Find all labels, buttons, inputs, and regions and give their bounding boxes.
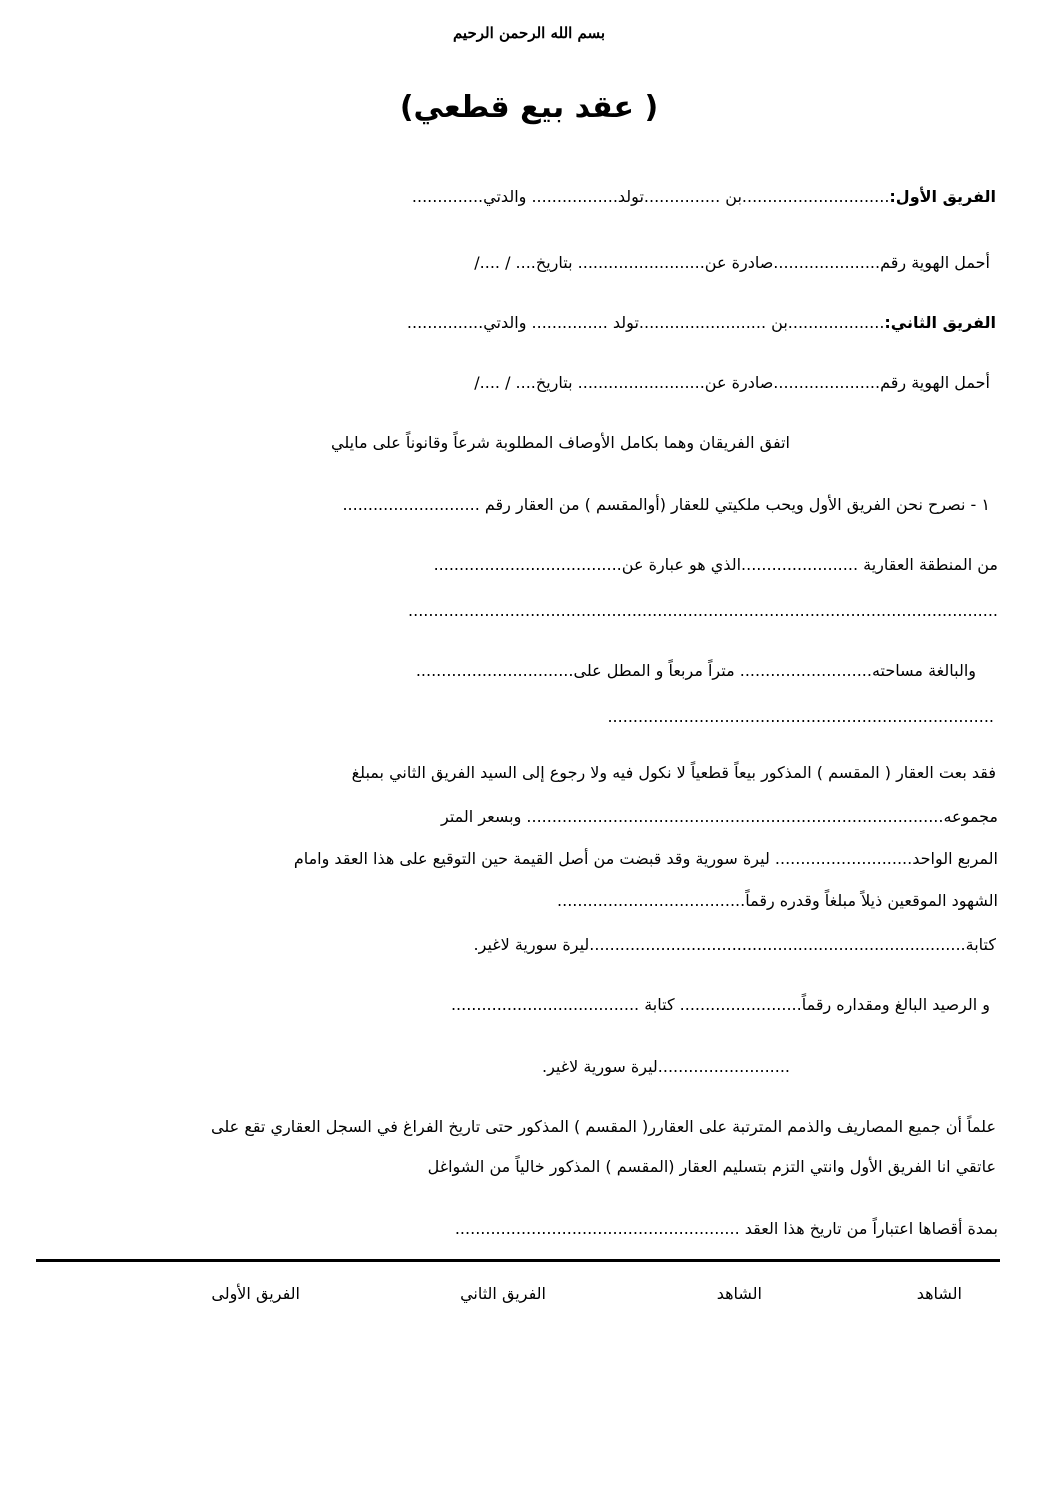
clause-line-9: الشهود الموقعين ذيلاً مبلغاً وقدره رقماً..................................... (557, 891, 998, 910)
clause-line-4: والبالغة مساحته.......................... متراً مربعاً و المطل على............................... (415, 661, 976, 680)
signature-witness-1: الشاهد (916, 1284, 962, 1303)
clause-line-1: ١ - نصرح نحن الفريق الأول ويحب ملكيتي للعقار (أوالمقسم ) من العقار رقم ........................... (342, 495, 990, 514)
agreement-line: اتفق الفريقان وهما بكامل الأوصاف المطلوبة شرعاً وقانوناً على مايلي (331, 433, 790, 452)
signature-party1: الفريق الأولى (211, 1284, 300, 1303)
party1-label: الفريق الأول: (889, 187, 996, 206)
clause-line-10: كتابة..........................................................................ليرة سورية لاغير. (473, 935, 996, 954)
clause-line-7: مجموعه.................................................................................. وبسعر المتر (441, 807, 998, 826)
clause-line-3: .................................................................................................................... (408, 601, 998, 620)
party2-details: ...................بن .........................تولد ............... والدتي............... (406, 313, 885, 332)
clause-line-11: و الرصيد البالغ ومقداره رقماً........................ كتابة ..................................... (450, 995, 990, 1014)
clause-line-5: ............................................................................ (607, 707, 994, 726)
clause-line-12: ..........................ليرة سورية لاغير. (542, 1057, 790, 1076)
party2-row (407, 312, 996, 334)
party1-row (412, 186, 996, 208)
clause-line-14: عاتقي انا الفريق الأول وانتي التزم بتسليم العقار (المقسم ) المذكور خالياً من الشواغل (427, 1157, 996, 1176)
party1-details: .............................بن ...............تولد................. والدتي.............. (411, 187, 890, 206)
clause-line-13: علماً أن جميع المصاريف والذمم المترتبة على العقارر( المقسم ) المذكور حتى تاريخ الفراغ في السجل العقاري تقع على (211, 1117, 996, 1136)
signature-witness-2: الشاهد (716, 1284, 762, 1303)
clause-line-2: من المنطقة العقارية .......................الذي هو عبارة عن..................................... (433, 555, 998, 574)
party2-label: الفريق الثاني: (884, 313, 996, 332)
signature-divider (36, 1259, 1000, 1262)
party1-id-line: أحمل الهوية رقم.....................صادرة عن......................... بتاريخ.... / ..../ (474, 253, 990, 272)
basmala: بسم الله الرحمن الرحيم (452, 24, 606, 42)
contract-title: ( عقد بيع قطعي) (399, 90, 659, 125)
clause-line-8: المربع الواحد........................... ليرة سورية وقد قبضت من أصل القيمة حين التوقيع على هذا العقد وامام (293, 849, 998, 868)
clause-line-15: بمدة أقصاها اعتباراً من تاريخ هذا العقد ........................................................ (454, 1219, 998, 1238)
clause-line-6: فقد بعت العقار ( المقسم ) المذكور بيعاً قطعياً لا نكول فيه ولا رجوع إلى السيد الفريق الثاني بمبلغ (351, 763, 996, 782)
party2-id-line: أحمل الهوية رقم.....................صادرة عن......................... بتاريخ.... / ..../ (474, 373, 990, 392)
signature-party2: الفريق الثاني (460, 1284, 546, 1303)
